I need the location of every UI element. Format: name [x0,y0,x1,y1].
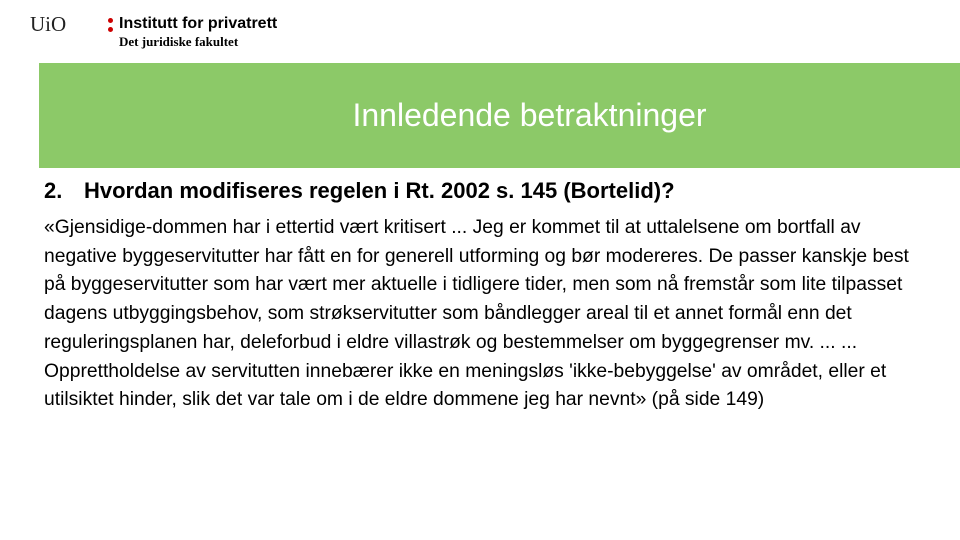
heading-text: Hvordan modifiseres regelen i Rt. 2002 s. 145 (Bortelid)? [84,178,675,203]
slide-title: Innledende betraktninger [352,97,707,133]
logo-dots-icon [108,17,114,33]
institute-name: Institutt for privatrett [119,15,278,32]
heading-number: 2. [44,178,63,203]
quote-text: «Gjensidige-dommen har i ettertid vært kritisert ... Jeg er kommet til at uttalelsene om bortfall av negative byggeservitutter har fått en for generell utforming og bør modereres. De passer kanskje best på byggeservitutter som har vært mer aktuelle i tidligere tider, men som nå fremstår som lite tilpasset dagens utbyggingsbehov, som strøkservitutter som båndlegger areal til et annet formål enn det reguleringsplanen har, deleforbud i eldre villastrøk og bestemmelser om byggegrenser mv. ... ... Opprettholdelse av servitutten innebærer ikke en meningsløs 'ikke-bebyggelse' av området, eller et utilsiktet hinder, slik det var tale om i de eldre dommene jeg har nevnt» (på side 149) [44,217,909,411]
question-heading [44,176,928,206]
title-banner [39,63,960,168]
slide-content [44,176,928,415]
faculty-name: Det juridiske fakultet [119,34,239,49]
uio-wordmark: UiO [30,12,67,36]
